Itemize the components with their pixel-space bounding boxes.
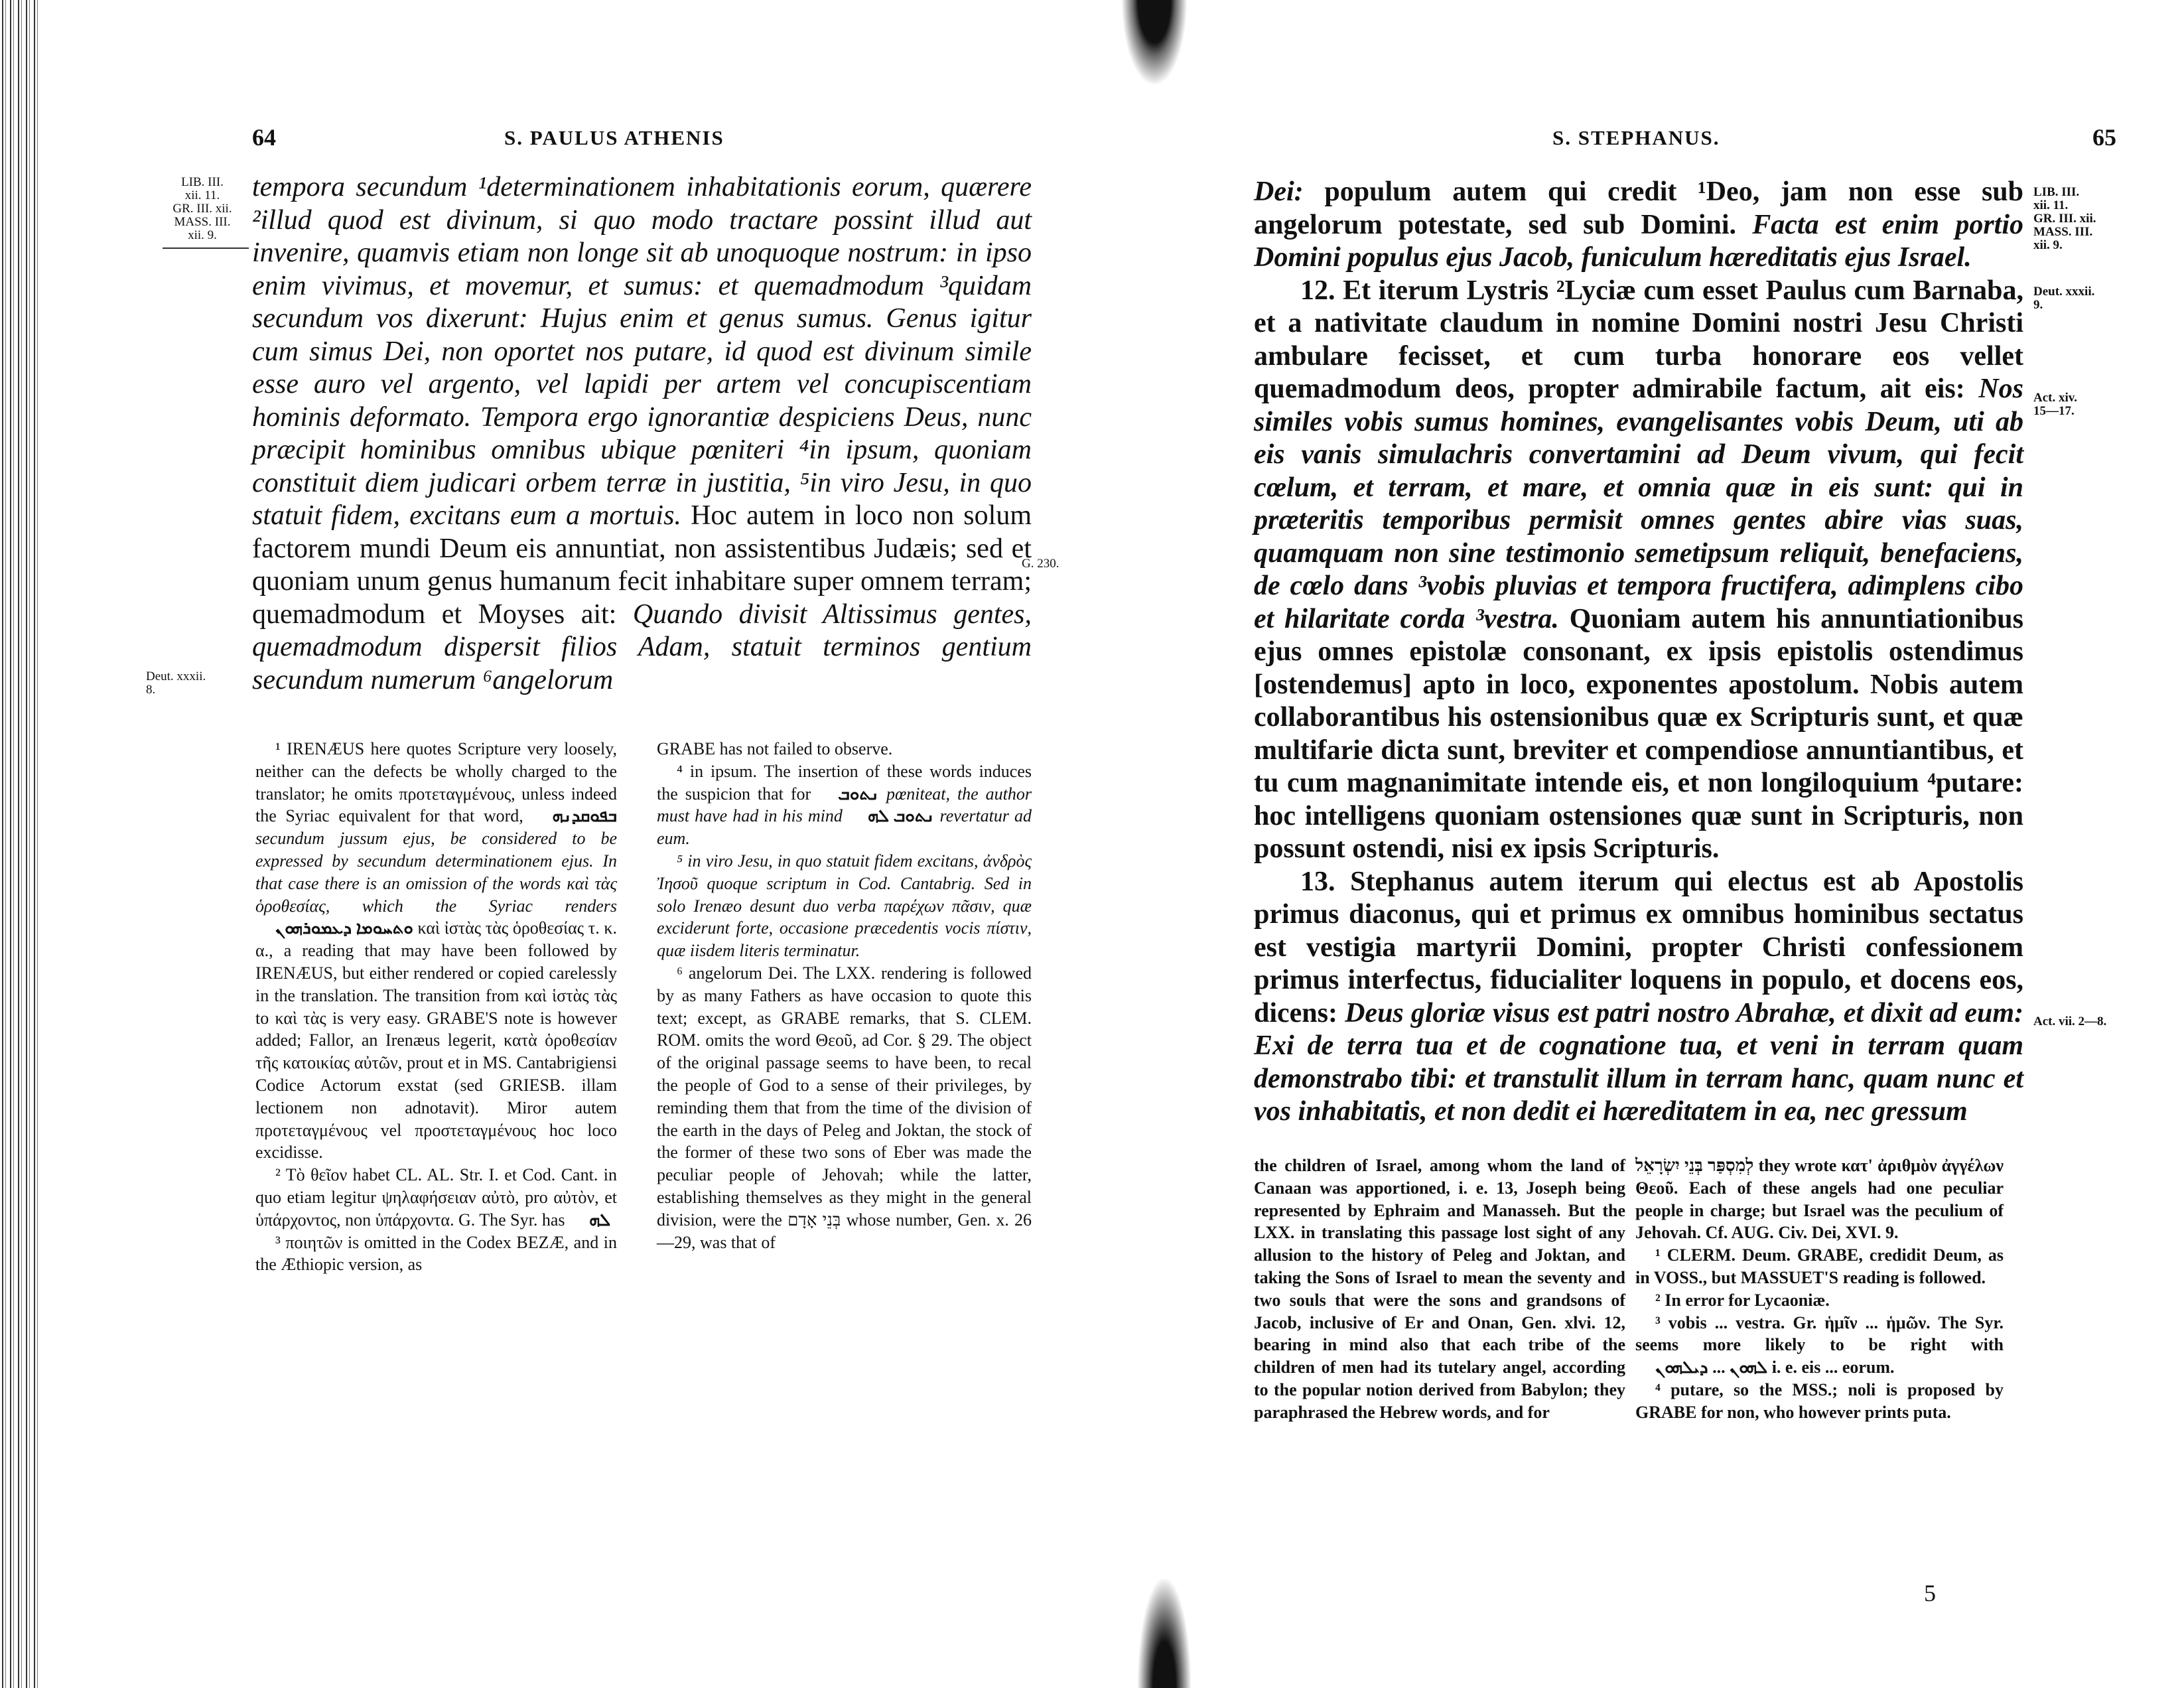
text-roman: Quoniam autem his annuntiationibus ejus omnes epistolæ consonant, ex ipsis epistolis ostendimus [ostendemus] apto in loco, exponentes apostolum. Nobis autem collaborantibus his ostensionibus quæ ex Scripturis sunt, et quæ multifarie dicta sunt, breviter et compendiose annuntiantibus, et tu cum magnanimitate intende eis, et non longiloquium ⁴putare: hoc intelligens quoniam ostensiones quæ sunt in Scripturis, non possunt ostendi, nisi ex ipsis Scripturis. (1254, 603, 2024, 864)
footnotes-column-1 (255, 738, 617, 1276)
footnote-text: ³ vobis ... vestra. Gr. ἡμῖν ... ἡμῶν. The Syr. seems more likely to be right with (1635, 1312, 2004, 1355)
running-head-right (1241, 126, 2169, 153)
syriac-text: ܠܗ (589, 1210, 611, 1230)
hebrew-text: לְמִסְפַּר בְּנֵי יִשְׂרָאֵל (1635, 1156, 1754, 1175)
footnote-text: the children of Israel, among whom the land of Canaan was apportioned, i. e. 13, Joseph being represented by Ephraim and Manasseh. But the LXX. in translating this passage lost sight of any allusion to the history of Peleg and Joktan, and taking the Sons of Israel to mean the seventy and two souls that were the sons and grandsons of Jacob, inclusive of Er and Onan, Gen. xlvi. 12, bearing in mind also that each tribe of the children of men had its tutelary angel, according to the popular notion derived from Babylon; they paraphrased the Hebrew words, and for (1254, 1156, 1625, 1422)
main-text-left (252, 171, 1032, 697)
binding-shadow-top (1121, 0, 1188, 86)
running-title: S. PAULUS ATHENIS (504, 126, 724, 149)
footnote-text: ⁴ putare, so the MSS.; noli is proposed by GRABE for non, who however prints puta. (1635, 1379, 2004, 1422)
footnote-text: καὶ ἰστὰς τὰς ὁροθεσίας τ. κ. α., a reading that may have been followed by IRENÆUS, but either rendered or copied carelessly in the translation. The transition from καὶ ἱστὰς τὰς to καὶ τὰς is very easy. GRABE'S note is however added; Fallor, an Irenæus legerit, κατὰ ὁροθεσίαν τῆς κατοικίας αὐτῶν, prout et in MS. Cantabrigiensi Codice Actorum exstat (sed GRIESB. illam lectionem non adnotavit). Miror autem προτεταγμένους vel προστεταγμένους hoc loco excidisse. (255, 918, 618, 1162)
page-number: 64 (252, 124, 276, 151)
right-page (1241, 0, 2169, 1688)
footnote-text: ³ ποιητῶν is omitted in the Codex BEZÆ, and in the Æthiopic version, as (255, 1232, 617, 1275)
footnote-text: pœniteat, the author must have had in his mind (657, 784, 1032, 826)
footnote-text: GRABE has not failed to observe. (657, 739, 893, 758)
footnote-text: ⁶ angelorum Dei. The LXX. rendering is followed by as many Fathers as have occasion to quote this text; except, as GRABE remarks, that S. CLEM. ROM. omits the word Θεοῦ, ad Cor. § 29. The object of the original passage seems to have been, to recal the people of God to a sense of their privileges, by reminding them that from the time of the division of the earth in the days of Peleg and Joktan, the stock of the former of these two sons of Eber was made the peculiar people of Jehovah; while the latter, establishing themselves as they might in the general division, were the (657, 963, 1032, 1230)
footnote-text: revertatur ad eum. (657, 806, 1032, 849)
footnotes-column-2 (657, 738, 1032, 1253)
text-italic: Quando divisit Altissimus gentes, quemadmodum dispersit filios Adam, statuit terminos gentium secundum numerum ⁶angelorum (252, 598, 1032, 695)
text-italic: Deus gloriæ visus est patri nostro Abrahæ, et dixit ad eum: Exi de terra tua et de cognatione tua, et veni in terram quam demonstrabo tibi: et transtulit illum in terram hanc, quam nunc et vos inhabitatis, et non dedit ei hæreditatem in ea, nec gressum (1254, 997, 2023, 1127)
footnote-text: ⁴ in ipsum. The insertion of these words induces the suspicion that for (657, 761, 1032, 804)
footnote-text: they wrote κατ' ἀριθμὸν ἀγγέλων Θεοῦ. Each of these angels had one peculiar people in charge; but Israel was the peculium of Jehovah. Cf. AUG. Civ. Dei, XVI. 9. (1635, 1156, 2004, 1243)
margin-reference: LIB. III. xii. 11. GR. III. xii. MASS. III. xii. 9. (2033, 185, 2096, 252)
text-italic: Facta est enim portio Domini populus ejus Jacob, funiculum hæreditatis ejus Israel. (1254, 209, 2024, 273)
left-page (133, 0, 1101, 1688)
footnote-text: ² Τὸ θεῖον habet CL. AL. Str. I. et Cod. Cant. in quo etiam legitur ψηλαφήσειαν αὐτὸ, pro αὐτὸν, et ὑπάρχοντος, non ὑπάρχοντα. G. The Syr. has (255, 1165, 617, 1230)
footnote-text: ² In error for Lycaoniæ. (1655, 1290, 1830, 1310)
hebrew-text: בְּנֵי אָדָם (787, 1210, 841, 1230)
footnote-text: ⁵ in viro Jesu, in quo statuit fidem excitans, ἀνδρὸς Ἰησοῦ quoque scriptum in Cod. Cantabrig. Sed in solo Irenæo desunt duo verba παρέχων πᾶσιν, quæ exciderunt forte, occasione præcedentis vocis πίστιν, quæ iisdem literis terminatur. (657, 851, 1032, 961)
page-edge-left (0, 0, 40, 1688)
footnote-text: i. e. eis ... eorum. (1771, 1358, 1895, 1377)
binding-shadow-bottom (1138, 1579, 1191, 1688)
syriac-text: ܘܬܚܘܡܐ ܕܥܡܘܪܗܘܢ (275, 918, 413, 938)
text-roman: 13. Stephanus autem iterum qui electus est ab Apostolis primus diaconus, qui et primus ex omnibus hominibus sectatus est vestigia martyrii Domini, propter Christi confessionem primus interfectus, fiducialiter loquens in populo, et docens eos, dicens: (1254, 866, 2023, 1028)
running-head-left (133, 126, 1101, 153)
footnotes-column-2 (1635, 1155, 2004, 1424)
footnote-text: ¹ CLERM. Deum. GRABE, credidit Deum, as in VOSS., but MASSUET'S reading is followed. (1635, 1245, 2004, 1287)
margin-grabe-page: G. 230. (1022, 557, 1059, 571)
running-title: S. STEPHANUS. (1552, 126, 1720, 149)
footnote-text: whose number, Gen. x. 26—29, was that of (657, 1210, 1032, 1252)
text-roman: Hoc autem in loco non solum factorem mundi Deum eis annuntiat, non assistentibus Judæis; sed et quoniam unum genus humanum fecit inhabitare super omnem terram; quemadmodum et Moyses ait: (252, 500, 1032, 630)
syriac-text: ܠܗܘܢ ... ܕܝܠܗܘܢ (1655, 1358, 1768, 1377)
syriac-text: ܢܬܘܒ ܠܗ (867, 806, 935, 826)
signature-mark: 5 (1924, 1580, 1936, 1606)
syriac-text: ܒܦܘܩܕܢܗ (552, 806, 617, 826)
main-text-right (1254, 176, 2023, 1129)
margin-deut-reference: Deut. xxxii. 9. (2033, 285, 2095, 312)
footnote-text: ¹ IRENÆUS here quotes Scripture very loosely, neither can the defects be wholly charged to the translator; he omits προτεταγμένους, unless indeed the Syriac equivalent for that word, (255, 739, 617, 826)
margin-acts-reference: Act. xiv. 15—17. (2033, 391, 2077, 418)
margin-acts-reference: Act. vii. 2—8. (2033, 1015, 2107, 1028)
margin-reference: LIB. III. xii. 11. GR. III. xii. MASS. III. xii. 9. (163, 176, 242, 249)
margin-deut-reference: Deut. xxxii. 8. (146, 669, 206, 697)
page-number: 65 (2092, 124, 2116, 151)
text-roman: populum autem qui credit ¹Deo, jam non esse sub angelorum potestate, sed sub Domini. (1254, 176, 2024, 240)
footnote-text: secundum jussum ejus, be considered to be expressed by secundum determinationem ejus. In that case there is an omission of the words καὶ τὰς ὁροθεσίας, which the Syriac renders (255, 829, 617, 916)
text-roman: 12. Et iterum Lystris ²Lyciæ cum esset Paulus cum Barnaba, et a nativitate claudum in nomine Domini nostri Jesu Christi ambulare fecisset, et cum turba honorare eos vellet quemadmodum deos, propter admirabile factum, ait eis: (1254, 275, 2023, 404)
text-italic: Dei: (1254, 176, 1304, 207)
syriac-text: ܢܬܘܒ (838, 784, 879, 804)
text-italic: tempora secundum ¹determinationem inhabitationis eorum, quærere ²illud quod est divinum, si quo modo tractare possint illud aut invenire, quamvis etiam non longe sit ab unoquoque nostrum: in ipso enim vivimus, et movemur, et sumus: et quemadmodum ³quidam secundum vos dixerunt: Hujus enim et genus sumus. Genus igitur cum simus Dei, non oportet nos putare, id quod est divinum simile esse auro vel argento, vel lapidi per artem vel concupiscentiam hominis deformato. Tempora ergo ignorantiæ despiciens Deus, nunc præcipit hominibus omnibus ubique pœniteri ⁴in ipsum, quoniam constituit diem judicari orbem terræ in justitia, ⁵in viro Jesu, in quo statuit fidem, excitans eum a mortuis. (252, 172, 1032, 531)
footnotes-column-1 (1254, 1155, 1625, 1424)
text-italic: Nos similes vobis sumus homines, evangelisantes vobis Deum, uti ab eis vanis simulachris convertamini ad Deum vivum, qui fecit cœlum, et terram, et mare, et omnia quæ in eis sunt: qui in præteritis temporibus permisit omnes gentes abire vias suas, quamquam non sine testimonio semetipsum reliquit, benefaciens, de cœlo dans ³vobis pluvias et tempora fructifera, adimplens cibo et hilaritate corda ³vestra. (1254, 374, 2023, 634)
